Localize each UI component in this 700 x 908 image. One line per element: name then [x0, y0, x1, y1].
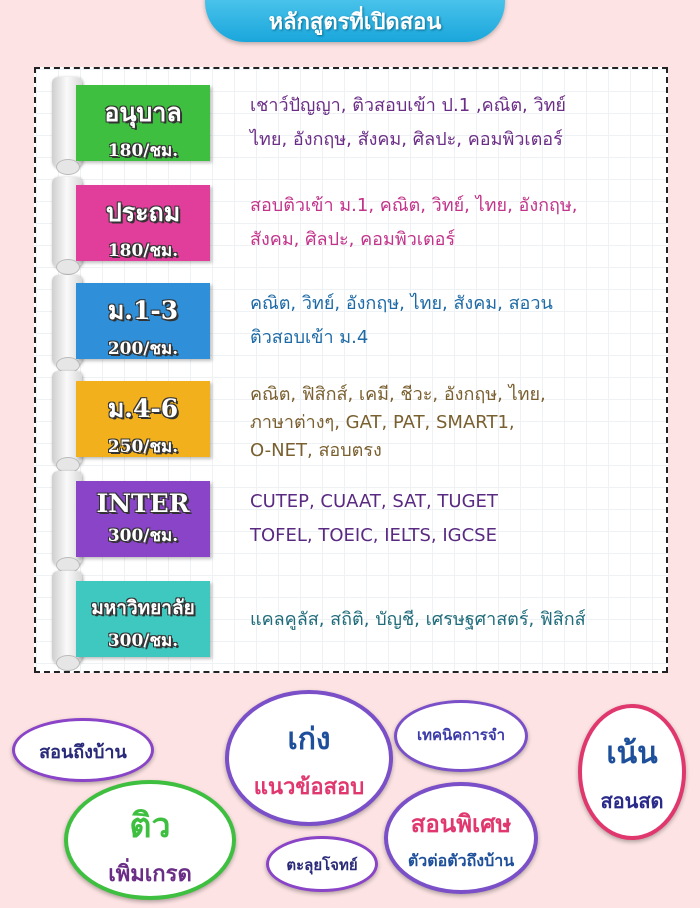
bubble-text: เพิ่มเกรด [108, 862, 192, 887]
courses-panel [34, 67, 668, 673]
course-name: ประถม [105, 198, 181, 227]
desc-line: สอบติวเข้า ม.1, คณิต, วิทย์, ไทย, อังกฤษ, [250, 195, 578, 216]
course-label [76, 283, 210, 359]
desc-line: ภาษาต่างๆ, GAT, PAT, SMART1, [250, 412, 515, 433]
bubble-memory [394, 700, 528, 772]
course-name: ม.1-3 [107, 296, 179, 325]
course-price: 300/ชม. [107, 631, 179, 651]
course-name: อนุบาล [104, 98, 182, 127]
bubble-text: เน้น [606, 736, 658, 771]
course-label [76, 85, 210, 161]
bubble-exercise [266, 836, 378, 892]
header-banner [205, 0, 505, 42]
course-price: 180/ชม. [107, 141, 179, 161]
course-row [36, 371, 666, 471]
desc-line: ติวสอบเข้า ม.4 [250, 327, 369, 348]
bubble-tutor [64, 780, 236, 900]
bubble-focus [578, 704, 686, 840]
course-price: 300/ชม. [107, 526, 179, 546]
course-desc [250, 189, 660, 257]
course-name: ม.4-6 [107, 394, 179, 423]
course-row [36, 571, 666, 671]
course-desc [250, 89, 660, 157]
course-price: 250/ชม. [107, 437, 179, 457]
course-row [36, 471, 666, 571]
course-row [36, 177, 666, 277]
course-label [76, 481, 210, 557]
bubble-special [384, 782, 538, 894]
course-desc [250, 381, 660, 465]
bubble-text: ตะลุยโจทย์ [286, 856, 358, 874]
course-row [36, 275, 666, 375]
desc-line: ไทย, อังกฤษ, สังคม, ศิลปะ, คอมพิวเตอร์ [250, 129, 563, 150]
course-price: 200/ชม. [107, 339, 179, 359]
bubble-text: สอนถึงบ้าน [39, 742, 127, 763]
course-name: INTER [96, 489, 190, 518]
bubble-text: สอนพิเศษ [410, 810, 512, 838]
bubble-text: แนวข้อสอบ [253, 775, 365, 800]
course-name: มหาวิทยาลัย [91, 597, 195, 619]
desc-line: O-NET, สอบตรง [250, 440, 382, 461]
course-label [76, 381, 210, 457]
page-title: หลักสูตรที่เปิดสอน [268, 10, 442, 35]
course-row [36, 77, 666, 177]
desc-line: CUTEP, CUAAT, SAT, TUGET [250, 491, 498, 512]
bubble-expert [225, 690, 393, 826]
bubble-text: สอนสด [600, 789, 664, 813]
desc-line: แคลคูลัส, สถิติ, บัญชี, เศรษฐศาสตร์, ฟิสิกส์ [250, 609, 586, 630]
desc-line: คณิต, วิทย์, อังกฤษ, ไทย, สังคม, สอวน [250, 293, 553, 314]
bubble-text: ติว [129, 806, 171, 846]
course-desc [250, 287, 660, 355]
bubble-text: เทคนิคการจำ [416, 726, 506, 744]
course-label [76, 185, 210, 261]
bubble-home [12, 718, 154, 782]
desc-line: สังคม, ศิลปะ, คอมพิวเตอร์ [250, 229, 456, 250]
course-label [76, 581, 210, 657]
bubble-text: ตัวต่อตัวถึงบ้าน [407, 851, 515, 870]
desc-line: คณิต, ฟิสิกส์, เคมี, ชีวะ, อังกฤษ, ไทย, [250, 384, 546, 405]
desc-line: TOFEL, TOEIC, IELTS, IGCSE [250, 525, 497, 546]
desc-line: เชาว์ปัญญา, ติวสอบเข้า ป.1 ,คณิต, วิทย์ [250, 95, 566, 116]
course-desc [250, 485, 660, 553]
course-price: 180/ชม. [107, 241, 179, 261]
course-desc [250, 603, 660, 637]
bubble-text: เก่ง [287, 722, 331, 757]
